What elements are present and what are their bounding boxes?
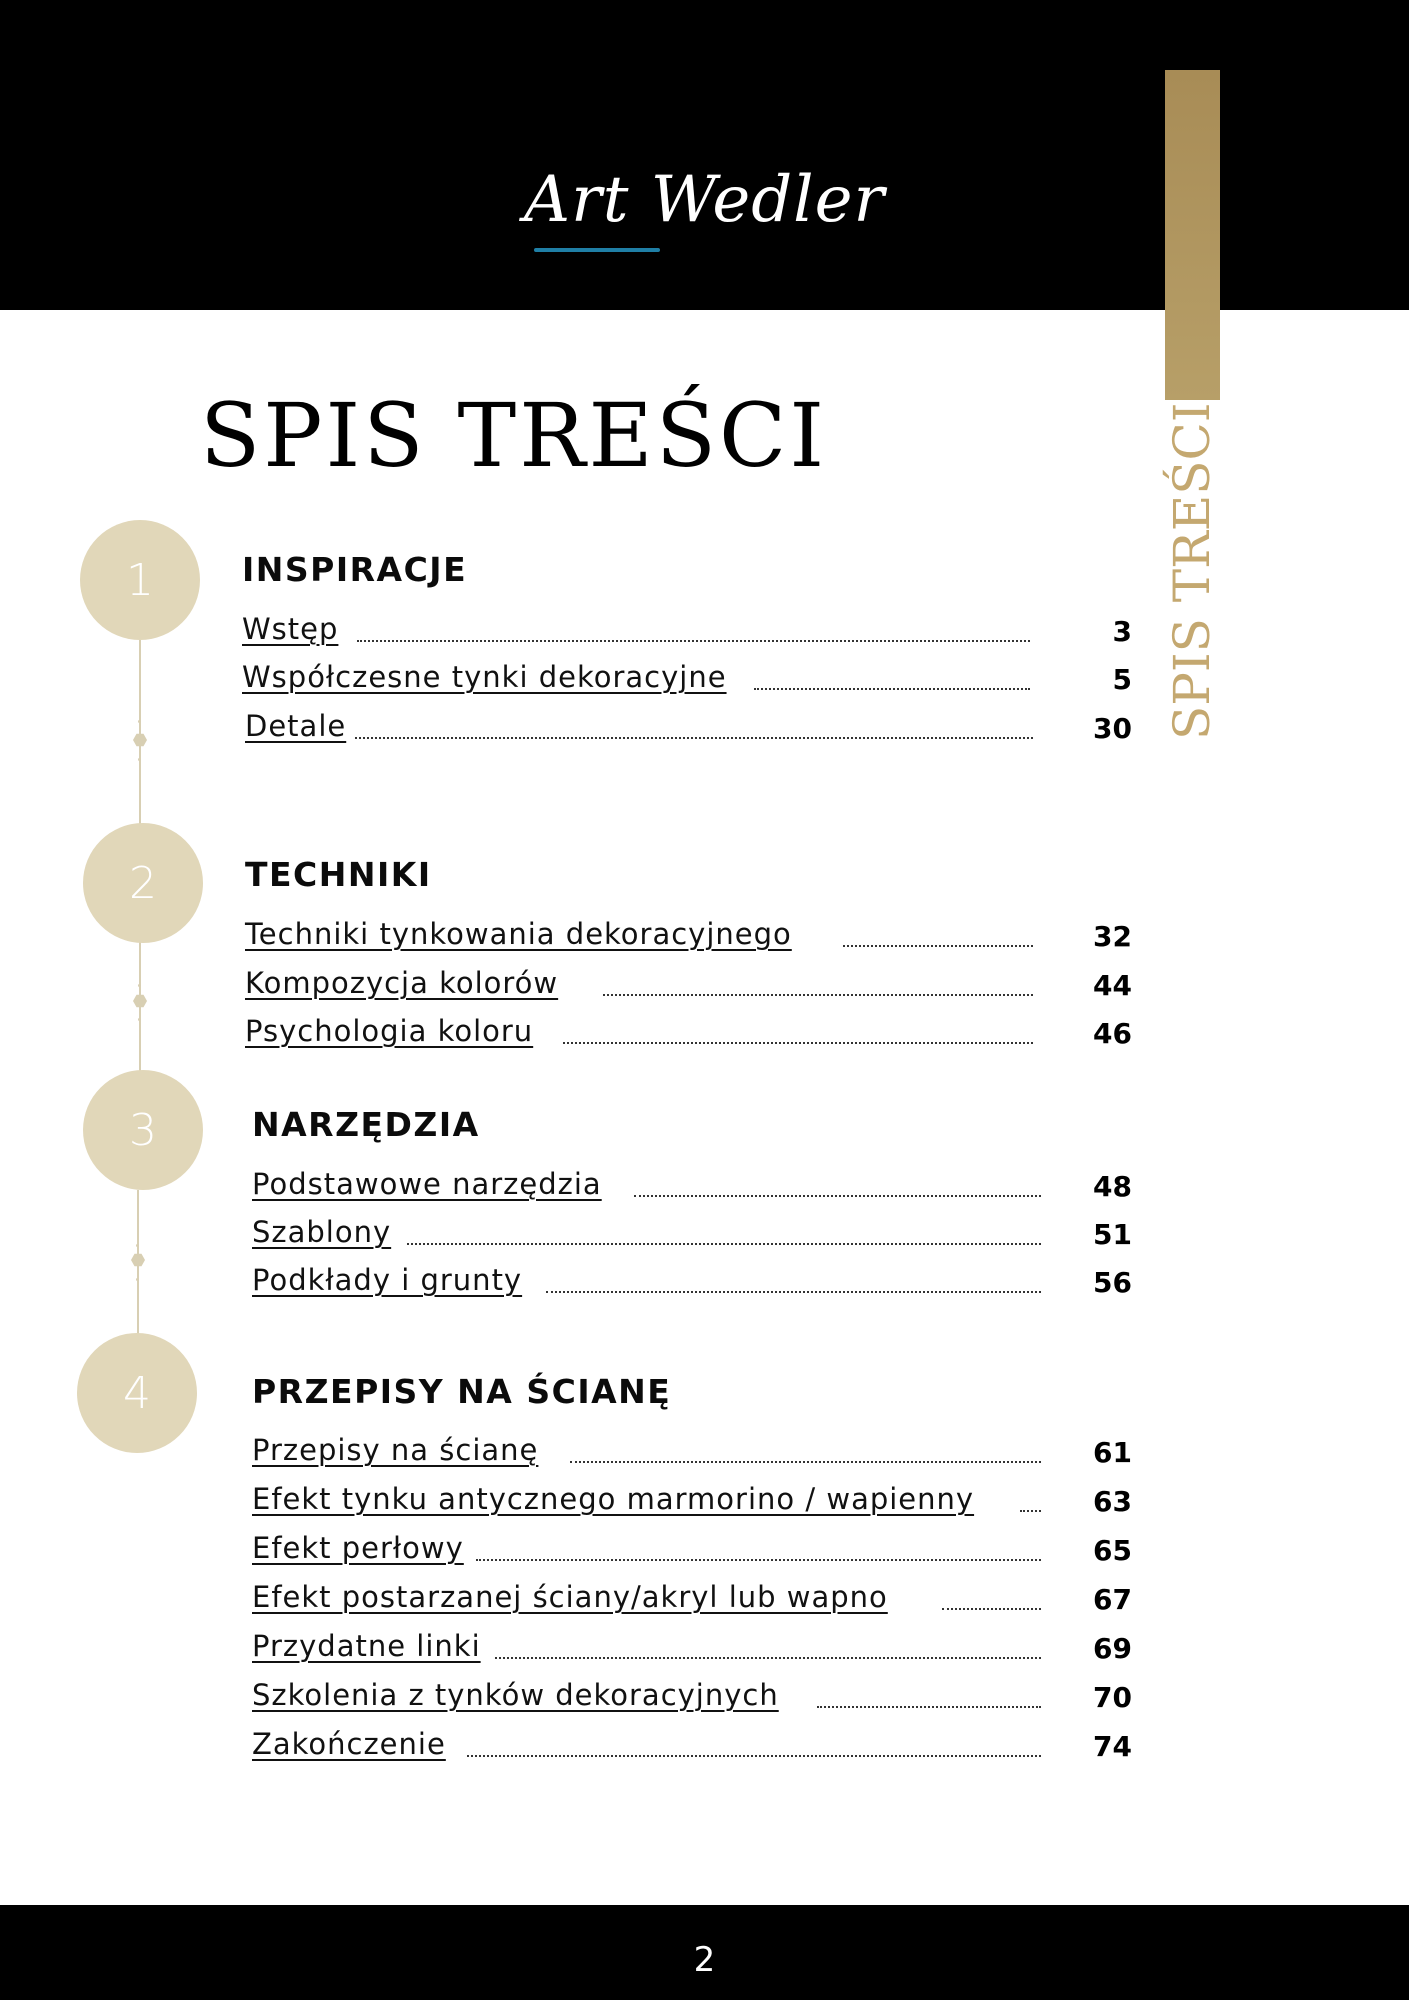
toc-entry-label[interactable]: Współczesne tynki dekoracyjne (242, 660, 727, 694)
toc-page-number[interactable]: 63 (1093, 1485, 1132, 1518)
timeline-dot (138, 720, 141, 723)
section-number-circle: 4 (77, 1333, 197, 1453)
toc-page-number[interactable]: 48 (1093, 1170, 1132, 1203)
toc-entry-label[interactable]: Podstawowe narzędzia (252, 1167, 602, 1201)
timeline-ornament (131, 1253, 145, 1267)
toc-page-number[interactable]: 70 (1093, 1681, 1132, 1714)
timeline-dot (138, 1018, 141, 1021)
section-number-circle: 1 (80, 520, 200, 640)
section-number-circle: 2 (83, 823, 203, 943)
toc-leader-dots (495, 1657, 1041, 1659)
section-heading: NARZĘDZIA (252, 1105, 480, 1144)
toc-leader-dots (570, 1461, 1041, 1463)
timeline-ornament (133, 994, 147, 1008)
toc-entry[interactable] (252, 1478, 1132, 1518)
toc-leader-dots (942, 1608, 1041, 1610)
side-title: SPIS TREŚCI (1163, 402, 1221, 740)
toc-entry[interactable] (252, 1527, 1132, 1567)
timeline-line (139, 940, 141, 1075)
toc-leader-dots (563, 1042, 1033, 1044)
toc-entry-label[interactable]: Zakończenie (252, 1727, 446, 1761)
section-heading: PRZEPISY NA ŚCIANĘ (252, 1372, 672, 1411)
toc-entry-label[interactable]: Wstęp (242, 612, 339, 646)
timeline-dot (138, 758, 141, 761)
toc-page-number[interactable]: 67 (1093, 1583, 1132, 1616)
page-number: 2 (693, 1940, 716, 1980)
toc-page-number[interactable]: 3 (1112, 615, 1132, 648)
toc-entry[interactable] (252, 1163, 1132, 1203)
toc-leader-dots (817, 1706, 1041, 1708)
timeline-ornament (133, 733, 147, 747)
toc-leader-dots (634, 1195, 1041, 1197)
toc-entry[interactable] (252, 1429, 1132, 1469)
section-heading: TECHNIKI (245, 855, 432, 894)
toc-entry-label[interactable]: Techniki tynkowania dekoracyjnego (245, 917, 792, 951)
timeline-dot (138, 984, 141, 987)
toc-leader-dots (357, 640, 1030, 642)
toc-entry-label[interactable]: Przydatne linki (252, 1629, 481, 1663)
toc-entry[interactable] (242, 608, 1132, 648)
section-heading: INSPIRACJE (242, 550, 468, 589)
toc-entry-label[interactable]: Przepisy na ścianę (252, 1433, 539, 1467)
brand-logo: Art Wedler (523, 163, 886, 237)
toc-entry-label[interactable]: Kompozycja kolorów (245, 966, 559, 1000)
toc-leader-dots (467, 1755, 1041, 1757)
gold-accent-strip (1165, 70, 1220, 400)
toc-page-number[interactable]: 51 (1093, 1218, 1132, 1251)
toc-entry-label[interactable]: Efekt tynku antycznego marmorino / wapienny (252, 1482, 975, 1516)
toc-page-number[interactable]: 30 (1093, 712, 1132, 745)
brand-logo-underline (534, 248, 660, 252)
toc-page-number[interactable]: 5 (1112, 663, 1132, 696)
toc-entry[interactable] (245, 1010, 1132, 1050)
toc-entry[interactable] (252, 1576, 1132, 1616)
toc-entry-label[interactable]: Szablony (252, 1215, 392, 1249)
toc-entry[interactable] (252, 1625, 1132, 1665)
timeline-dot (136, 1278, 139, 1281)
toc-page-number[interactable]: 56 (1093, 1266, 1132, 1299)
toc-leader-dots (355, 737, 1033, 739)
toc-page-number[interactable]: 32 (1093, 920, 1132, 953)
toc-leader-dots (1020, 1510, 1041, 1512)
toc-page-number[interactable]: 44 (1093, 969, 1132, 1002)
toc-leader-dots (407, 1243, 1041, 1245)
toc-page-number[interactable]: 65 (1093, 1534, 1132, 1567)
toc-entry-label[interactable]: Efekt postarzanej ściany/akryl lub wapno (252, 1580, 888, 1614)
toc-entry-label[interactable]: Podkłady i grunty (252, 1263, 523, 1297)
toc-page-number[interactable]: 61 (1093, 1436, 1132, 1469)
toc-page-number[interactable]: 69 (1093, 1632, 1132, 1665)
toc-entry[interactable] (252, 1211, 1132, 1251)
timeline-line (139, 640, 141, 825)
timeline-dot (136, 1244, 139, 1247)
toc-entry-label[interactable]: Psychologia koloru (245, 1014, 534, 1048)
toc-leader-dots (754, 688, 1030, 690)
toc-entry-label[interactable]: Efekt perłowy (252, 1531, 464, 1565)
toc-page-number[interactable]: 46 (1093, 1017, 1132, 1050)
toc-entry[interactable] (245, 962, 1132, 1002)
toc-entry[interactable] (245, 705, 1132, 745)
toc-entry[interactable] (245, 913, 1132, 953)
toc-entry[interactable] (252, 1723, 1132, 1763)
page-title: SPIS TREŚCI (200, 384, 828, 487)
toc-leader-dots (603, 994, 1033, 996)
toc-entry[interactable] (252, 1259, 1132, 1299)
toc-leader-dots (843, 945, 1033, 947)
toc-entry[interactable] (252, 1674, 1132, 1714)
toc-page-number[interactable]: 74 (1093, 1730, 1132, 1763)
toc-leader-dots (476, 1559, 1041, 1561)
toc-entry-label[interactable]: Detale (245, 709, 347, 743)
toc-entry[interactable] (242, 656, 1132, 696)
toc-leader-dots (546, 1291, 1041, 1293)
toc-entry-label[interactable]: Szkolenia z tynków dekoracyjnych (252, 1678, 779, 1712)
section-number-circle: 3 (83, 1070, 203, 1190)
